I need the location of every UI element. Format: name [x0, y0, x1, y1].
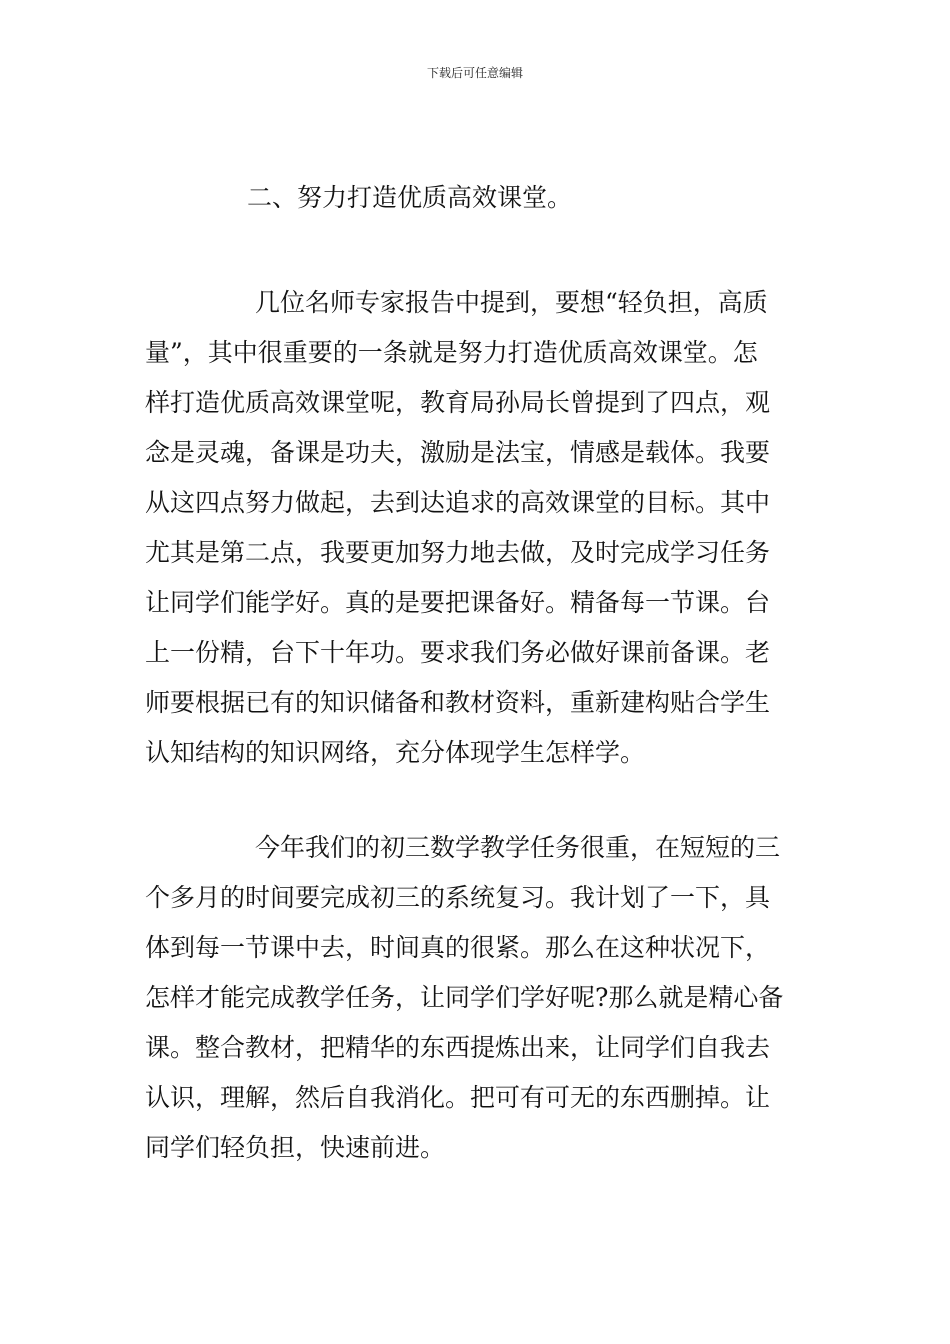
paragraph-line: 课。整合教材，把精华的东西提炼出来，让同学们自我去: [145, 1033, 771, 1062]
paragraph-2: [145, 823, 825, 1173]
paragraph-line: 怎样才能完成教学任务，让同学们学好呢?那么就是精心备: [145, 983, 784, 1012]
page-header: 下载后可任意编辑: [426, 66, 523, 80]
paragraph-line: 同学们轻负担，快速前进。: [145, 1133, 446, 1162]
paragraph-line: 念是灵魂，备课是功夫，激励是法宝，情感是载体。我要: [145, 438, 771, 467]
paragraph-line: 认识，理解，然后自我消化。把可有可无的东西删掉。让: [145, 1083, 771, 1112]
paragraph-line: 体到每一节课中去，时间真的很紧。那么在这种状况下，: [145, 933, 771, 962]
paragraph-line: 几位名师专家报告中提到，要想“轻负担，高质: [255, 288, 768, 317]
paragraph-line: 从这四点努力做起，去到达追求的高效课堂的目标。其中: [145, 488, 771, 517]
paragraph-line: 让同学们能学好。真的是要把课备好。精备每一节课。台: [145, 588, 771, 617]
paragraph-line: 量”，其中很重要的一条就是努力打造优质高效课堂。怎: [145, 338, 758, 367]
paragraph-line: 师要根据已有的知识储备和教材资料，重新建构贴合学生: [145, 688, 771, 717]
paragraph-line: 个多月的时间要完成初三的系统复习。我计划了一下，具: [145, 883, 771, 912]
paragraph-line: 今年我们的初三数学教学任务很重，在短短的三: [255, 833, 781, 862]
paragraph-1: [145, 278, 825, 778]
paragraph-line: 样打造优质高效课堂呢，教育局孙局长曾提到了四点，观: [145, 388, 771, 417]
paragraph-line: 认知结构的知识网络，充分体现学生怎样学。: [145, 738, 646, 767]
paragraph-line: 尤其是第二点，我要更加努力地去做，及时完成学习任务: [145, 538, 771, 567]
paragraph-line: 上一份精，台下十年功。要求我们务必做好课前备课。老: [145, 638, 771, 667]
section-heading: 二、努力打造优质高效课堂。: [247, 183, 573, 212]
